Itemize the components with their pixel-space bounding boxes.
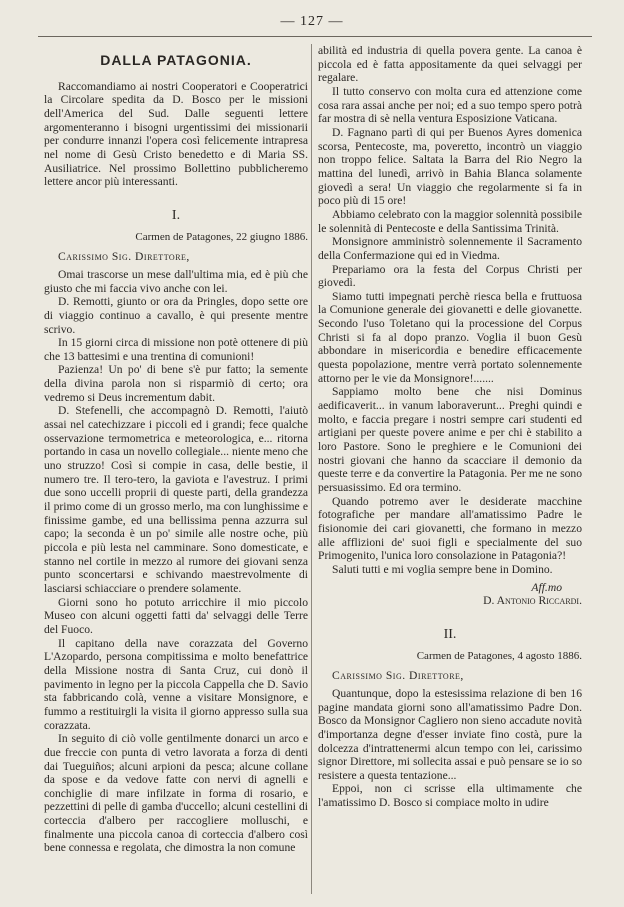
letter1-paragraph: Quando potremo aver le desiderate macchine fotografiche per mandare all'amatissimo Padre le fisionomie dei cari giovanetti, che formano in mezzo alle afflizioni de' suoi figli e specialmente del suo Primogenito, l'unica loro consolazione in Patagonia?! bbox=[318, 494, 582, 563]
letter1-paragraph: Monsignore amministrò solennemente il Sacramento della Confermazione qui ed in Viedma. bbox=[318, 235, 582, 262]
left-column bbox=[44, 44, 308, 855]
letter1-paragraph: Pazienza! Un po' di bene s'è pur fatto; la semente della divina parola non si risparmiò di certo; ora vedremo si Deus incrementum dabit. bbox=[44, 363, 308, 404]
letter1-paragraph: Il capitano della nave corazzata del Governo L'Azopardo, persona compitissima e molto benefattrice della Missione nostra di Santa Cruz, cui donò il pavimento in legno per la piccola Cappella che D. Savio sta fabbricando colà, venne a visitare Monsignore, e fummo a restituirgli la visita il giorno appresso sulla sua corazzata. bbox=[44, 636, 308, 732]
page-number: — 127 — bbox=[280, 14, 344, 29]
intro bbox=[44, 80, 308, 189]
letter1-paragraph: Prepariamo ora la festa del Corpus Christi per giovedì. bbox=[318, 262, 582, 290]
right-column bbox=[318, 44, 582, 810]
letter2-paragraph: Quantunque, dopo la estesissima relazione di ben 16 pagine mandata giorni sono all'amatissimo Padre Don. Bosco da Monsignor Cagliero non sieno accadute novità d'importanza degne d'esser inviate fino costà, pure la dolcezza d'intrattenermi alcun tempo con lei, carissimo signor Direttore, mi sollecita assai e può pensare se io so resistere a questa tentazione... bbox=[318, 686, 582, 782]
letter1-paragraph: Sappiamo molto bene che nisi Dominus aedificaverit... in vanum laboraverunt... Preghi quindi e molto, e faccia pregare i nostri sempre cari studenti ed artigiani per queste povere anime e per chi è stabilito a loro Pastore. Sono le preghiere e le Comunioni dei nostri giovani che hanno da scacciare il demonio da queste terre e da convertire la Patagonia. Per me ne sono persuasissimo. Ed ora termino. bbox=[318, 385, 582, 494]
signoff: Aff.mo bbox=[531, 580, 562, 594]
letter1-paragraph: D. Stefenelli, che accompagnò D. Remotti, l'aiutò assai nel catechizzare i piccoli ed i grandi; fece qualche osservazione termometrica e meteorologica, e... ritorna portando in casa un novello collegiale... niente meno che uno struzzo! Così si compie in casa, delle bestie, il numero tre. Il tero-tero, la gaviota e l'avestruz. I primi due sono uccelli proprii di queste parti, della grandezza il primo come di un grosso merlo, ma con lunghissime e finissime gambe, ed una bellissima penna azzurra sul capo; la seconda è un po' simile alle nostre oche, più piccola e più lesta nel camminare. Sono domesticate, e stanno nel cortile in mezzo al rumore dei giovani senza punto sconcertarsi e schivando maestrevolmente di lasciarsi schiacciare o prendere solamente. bbox=[44, 404, 308, 595]
section-numeral-2: II. bbox=[443, 626, 457, 642]
letter1-paragraph: In seguito di ciò volle gentilmente donarci un arco e due freccie con punta di vetro lavorata a forza di denti dai Tueguiños; alcuni arpioni da pesca; alcune collane da spose e da vedove fatte con nervi di agnelli e conchiglie di mare infilzate in forma di rosario, e pezzettini di pelle di gamba d'uccello; alcuni cestellini di corteccia d'albero per raccogliere molluschi, e finalmente una piccola canoa di corteccia d'albero così bene connessa e regolata, che dimostra la non comune bbox=[44, 732, 308, 855]
letter1-paragraph: Il tutto conservo con molta cura ed attenzione come cosa rara assai anche per noi; ed a suo tempo spero potrà far mostra di sè nella ventura Esposizione Vaticana. bbox=[318, 84, 582, 126]
letter1-paragraph: Omai trascorse un mese dall'ultima mia, ed è più che giusto che mi faccia vivo anche con lei. bbox=[44, 267, 308, 295]
salutation-1: Carissimo Sig. Direttore, bbox=[58, 250, 190, 264]
header-rule bbox=[38, 36, 592, 37]
letter2-paragraph: Eppoi, non ci scrisse ella ultimamente che l'amatissimo D. Bosco si compiace molto in udire bbox=[318, 782, 582, 810]
dateline-1: Carmen de Patagones, 22 giugno 1886. bbox=[135, 230, 308, 243]
letter1-paragraph: Abbiamo celebrato con la maggior solennità possibile le solennità di Pentecoste e della Santissima Trinità. bbox=[318, 207, 582, 235]
column-divider bbox=[311, 44, 312, 894]
letter1-paragraph: D. Fagnano partì di qui per Buenos Ayres domenica scorsa, Pentecoste, ma, poveretto, incontrò un viaggio non troppo felice. Saltata la Barra del Rio Negro la mattina del lunedì, arrivò in Bahia Blanca solamente giovedì a sera! Un viaggio che regolarmente si fa in poco più di 15 ore! bbox=[318, 125, 582, 208]
letter1-paragraph: Saluti tutti e mi voglia sempre bene in Domino. bbox=[332, 562, 553, 576]
letter1-paragraph: Giorni sono ho potuto arricchire il mio piccolo Museo con alcuni oggetti fatti da' selvaggi delle Terre del Fuoco. bbox=[44, 595, 308, 636]
signature: D. Antonio Riccardi. bbox=[483, 594, 582, 608]
letter1-paragraph: In 15 giorni circa di missione non potè ottenere di più che 13 battesimi e una trentina di comunioni! bbox=[44, 336, 308, 363]
intro-paragraph: Raccomandiamo ai nostri Cooperatori e Cooperatrici la Circolare spedita da D. Bosco per le missioni dell'America del Sud. Dalle seguenti lettere argomenteranno i bisogni urgentissimi dei missionarii per condurre innanzi l'opera così felicemente intrapresa nel nome di Gesù Cristo benedetto e di Maria SS. Ausiliatrice. Nel prossimo Bollettino pubblicheremo lettere ancor più interessanti. bbox=[44, 79, 308, 189]
dateline-2: Carmen de Patagones, 4 agosto 1886. bbox=[416, 649, 582, 662]
section-numeral-1: I. bbox=[171, 207, 181, 223]
letter1-paragraph: Siamo tutti impegnati perchè riesca bella e fruttuosa la Comunione generale dei giovanetti e delle giovanette. Secondo l'uso Toletano qui la processione del Corpus Christi si fa al dopo pranzo. Voglia il buon Gesù abbondare in misericordia e benedire efficacemente questa popolazione, mentre verrà portato solennemente attorno per le vie da Monsignore!....... bbox=[318, 289, 582, 385]
letter1-paragraph: abilità ed industria di quella povera gente. La canoa è piccola ed è fatta appositamente da quei selvaggi per regalare. bbox=[318, 44, 582, 85]
article-title: DALLA PATAGONIA. bbox=[100, 52, 252, 68]
letter1-paragraph: D. Remotti, giunto or ora da Pringles, dopo sette ore di viaggio continuo a cavallo, è qui presente mentre scrivo. bbox=[44, 295, 308, 336]
salutation-2: Carissimo Sig. Direttore, bbox=[332, 669, 464, 683]
